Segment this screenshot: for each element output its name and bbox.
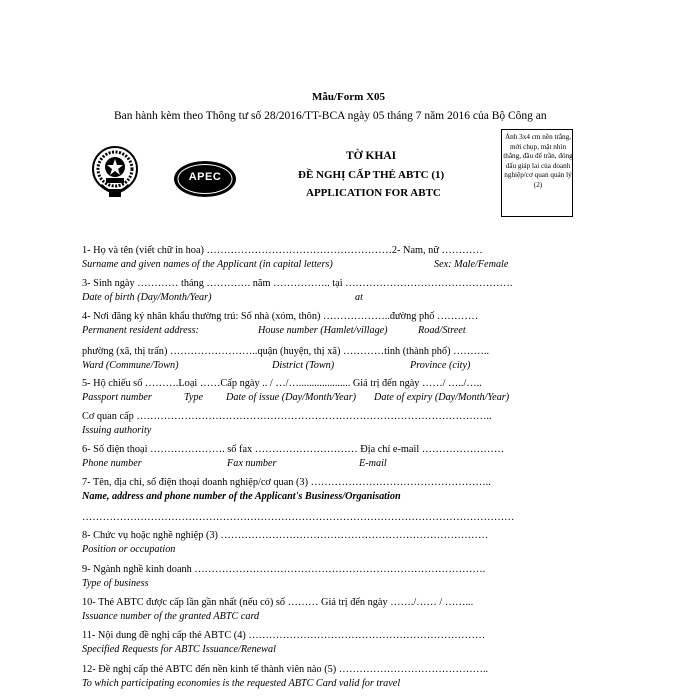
field-5-english-expiry: Date of expiry (Day/Month/Year) <box>374 392 510 403</box>
field-4-english-house: House number (Hamlet/village) <box>258 325 388 336</box>
field-5-english-type: Type <box>184 392 204 403</box>
field-5-english-issue: Date of issue (Day/Month/Year) <box>226 392 357 403</box>
form-subtitle: ĐỀ NGHỊ CẤP THẺ ABTC (1) <box>298 169 445 181</box>
field-7-label: 7- Tên, địa chỉ, số điện thoại doanh nghiệp/cơ quan (3) …………………………………………….. <box>82 477 491 488</box>
photo-box <box>501 129 573 217</box>
field-4-english-district: District (Town) <box>272 360 335 371</box>
form-code: Mẫu/Form X05 <box>312 91 386 103</box>
field-6-english-phone: Phone number <box>82 458 142 469</box>
form-title: TỜ KHAI <box>346 150 397 162</box>
field-1-english: Surname and given names of the Applicant (in capital letters) <box>82 259 333 270</box>
field-5-label: 5- Hộ chiếu số ……….Loại ……Cấp ngày .. / …/….................... Giá trị đến ngày ……/ …../….. <box>82 378 482 389</box>
photo-instructions: Ảnh 3x4 cm nền trắng, mới chụp, mặt nhìn thẳng, đầu để trần, đóng dấu giáp lai của doanh nghiệp/cơ quan quản lý (2) <box>503 133 573 189</box>
field-3-label: 3- Sinh ngày ………… tháng …………. năm …………….. tại …………………………………………. <box>82 278 513 289</box>
field-9-english: Type of business <box>82 578 149 589</box>
field-5-english-authority: Issuing authority <box>82 425 152 436</box>
apec-logo-text: APEC <box>188 171 222 183</box>
national-emblem-icon <box>91 141 139 201</box>
field-3-english-at: at <box>355 292 363 303</box>
field-7-blank-line: ……………………………………………………………………………………………………………… <box>82 512 515 523</box>
field-5-english-passport: Passport number <box>82 392 152 403</box>
issuing-regulation: Ban hành kèm theo Thông tư số 28/2016/TT-BCA ngày 05 tháng 7 năm 2016 của Bộ Công an <box>114 110 547 122</box>
field-8-english: Position or occupation <box>82 544 176 555</box>
field-9-label: 9- Ngành nghề kinh doanh …………………………………………………………………………. <box>82 564 486 575</box>
field-12-label: 12- Đề nghị cấp thẻ ABTC đến nền kinh tế thành viên nào (5) …………………………………….. <box>82 664 489 675</box>
field-2-english: Sex: Male/Female <box>434 259 509 270</box>
field-4-english-province: Province (city) <box>410 360 471 371</box>
field-7-english: Name, address and phone number of the Applicant's Business/Organisation <box>82 491 401 502</box>
field-5-authority-label: Cơ quan cấp ………………………………………………………………………………………….. <box>82 411 492 422</box>
field-4-english-ward: Ward (Commune/Town) <box>82 360 179 371</box>
field-6-english-email: E-mail <box>359 458 387 469</box>
field-10-label: 10- Thẻ ABTC được cấp lần gần nhất (nếu có) số ……… Giá trị đến ngày ……./…… / ……... <box>82 597 474 608</box>
field-6-english-fax: Fax number <box>227 458 277 469</box>
apec-logo <box>173 160 237 198</box>
field-11-label: 11- Nội dung đề nghị cấp thẻ ABTC (4) …………………………………………………………… <box>82 630 486 641</box>
field-4-address-line: phường (xã, thị trấn) ……………………..quận (huyện, thị xã) …………tỉnh (thành phố) ……….. <box>82 346 490 357</box>
field-4-english-road: Road/Street <box>418 325 466 336</box>
field-4-label: 4- Nơi đăng ký nhân khẩu thường trú: Số nhà (xóm, thôn) ………………..đường phố ………… <box>82 311 479 322</box>
field-12-english: To which participating economies is the requested ABTC Card valid for travel <box>82 678 401 689</box>
field-11-english: Specified Requests for ABTC Issuance/Renewal <box>82 644 276 655</box>
field-3-english: Date of birth (Day/Month/Year) <box>82 292 212 303</box>
field-4-english: Permanent resident address: <box>82 325 199 336</box>
field-8-label: 8- Chức vụ hoặc nghề nghiệp (3) …………………………………………………………………… <box>82 530 489 541</box>
field-6-label: 6- Số điện thoại …………………. số fax ………………………… Địa chỉ e-mail …………………… <box>82 444 505 455</box>
form-title-english: APPLICATION FOR ABTC <box>306 187 441 199</box>
field-1-label: 1- Họ và tên (viết chữ in hoa) ………………………………………………2- Nam, nữ ………… <box>82 245 483 256</box>
field-10-english: Issuance number of the granted ABTC card <box>82 611 260 622</box>
